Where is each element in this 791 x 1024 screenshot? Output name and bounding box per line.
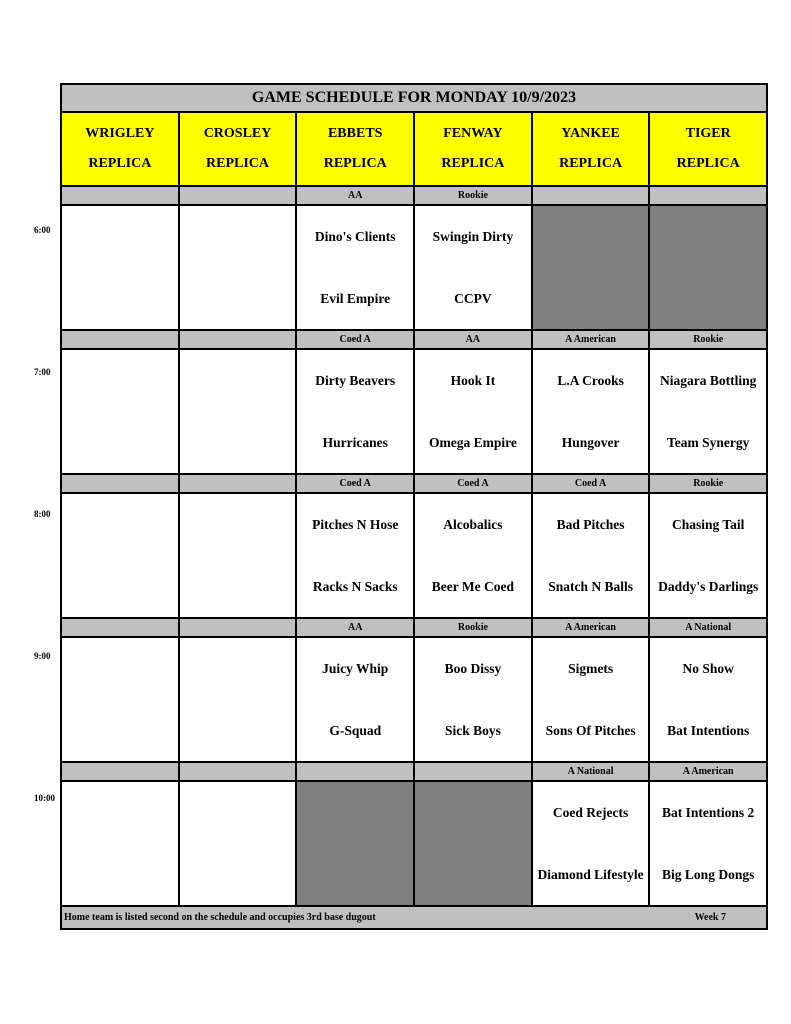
field-header-ebbets (297, 113, 415, 185)
division-label-tiger: Rookie (650, 331, 766, 348)
division-label-yankee: Coed A (533, 475, 651, 492)
away-team (180, 494, 296, 556)
game-cell-yankee (533, 494, 651, 617)
home-team: CCPV (454, 290, 492, 306)
home-team: Daddy's Darlings (658, 578, 759, 594)
away-team: Coed Rejects (552, 805, 629, 821)
division-label-fenway: AA (415, 331, 533, 348)
division-label-wrigley (62, 619, 180, 636)
division-label-wrigley (62, 475, 180, 492)
home-team (650, 268, 766, 330)
home-team: Omega Empire (428, 434, 517, 450)
home-team: Beer Me Coed (431, 578, 515, 594)
division-band (62, 187, 766, 206)
away-team: Juicy Whip (322, 661, 389, 677)
home-team (533, 268, 649, 330)
field-sub: REPLICA (88, 156, 152, 171)
field-header-crosley (180, 113, 298, 185)
game-cell-ebbets (297, 494, 415, 617)
home-team: Big Long Dongs (662, 866, 755, 882)
schedule-title: GAME SCHEDULE FOR MONDAY 10/9/2023 (62, 85, 766, 113)
home-team: Snatch N Balls (548, 578, 633, 594)
game-cell-crosley (180, 494, 298, 617)
time-label: 10:00 (34, 793, 55, 803)
away-team: No Show (682, 661, 734, 677)
time-label: 7:00 (34, 367, 51, 377)
division-label-crosley (180, 619, 298, 636)
home-team (180, 268, 296, 330)
game-cell-wrigley (62, 350, 180, 473)
away-team (62, 494, 178, 556)
field-sub: REPLICA (206, 156, 270, 171)
field-sub: REPLICA (559, 156, 623, 171)
home-team: Sons Of Pitches (545, 722, 636, 738)
division-label-crosley (180, 763, 298, 780)
away-team: Hook It (450, 373, 496, 389)
division-label-wrigley (62, 763, 180, 780)
away-team: Boo Dissy (444, 661, 502, 677)
game-cell-ebbets (297, 206, 415, 329)
division-label-fenway (415, 763, 533, 780)
division-band (62, 331, 766, 350)
game-cell-wrigley (62, 206, 180, 329)
schedule-body (62, 187, 766, 907)
away-team: Niagara Bottling (660, 373, 757, 389)
home-team (180, 412, 296, 474)
game-cell-wrigley (62, 494, 180, 617)
field-header-tiger (650, 113, 766, 185)
division-label-tiger (650, 187, 766, 204)
home-team (62, 556, 178, 618)
home-team (297, 844, 413, 906)
field-name: EBBETS (327, 126, 383, 141)
away-team (62, 638, 178, 700)
time-slot-row (62, 350, 766, 475)
division-label-wrigley (62, 187, 180, 204)
home-team: Sick Boys (444, 722, 501, 738)
game-cell-yankee (533, 350, 651, 473)
field-name: FENWAY (443, 126, 503, 141)
home-team (62, 844, 178, 906)
game-cell-fenway (415, 350, 533, 473)
game-cell-tiger (650, 638, 766, 761)
division-label-fenway: Coed A (415, 475, 533, 492)
division-label-ebbets (297, 763, 415, 780)
division-label-crosley (180, 187, 298, 204)
field-name: YANKEE (561, 126, 620, 141)
away-team: Dirty Beavers (315, 373, 396, 389)
division-label-yankee (533, 187, 651, 204)
game-cell-ebbets (297, 350, 415, 473)
game-cell-crosley (180, 782, 298, 905)
home-team: Hurricanes (322, 434, 388, 450)
division-label-fenway: Rookie (415, 619, 533, 636)
field-sub: REPLICA (323, 156, 387, 171)
away-team (180, 782, 296, 844)
time-label: 9:00 (34, 651, 51, 661)
division-label-ebbets: AA (297, 187, 415, 204)
home-team (415, 844, 531, 906)
home-team (180, 700, 296, 762)
schedule-footer (62, 907, 766, 928)
time-label: 8:00 (34, 509, 51, 519)
away-team (62, 206, 178, 268)
field-header-row (62, 113, 766, 187)
game-cell-tiger (650, 350, 766, 473)
division-label-yankee: A American (533, 619, 651, 636)
away-team: Bad Pitches (556, 517, 625, 533)
home-team (180, 844, 296, 906)
game-cell-yankee (533, 782, 651, 905)
time-slot-row (62, 494, 766, 619)
home-team: Evil Empire (320, 290, 391, 306)
division-label-tiger: A National (650, 619, 766, 636)
field-header-fenway (415, 113, 533, 185)
field-header-yankee (533, 113, 651, 185)
division-label-crosley (180, 475, 298, 492)
away-team (62, 350, 178, 412)
away-team (180, 350, 296, 412)
away-team: Sigmets (568, 661, 614, 677)
division-label-fenway: Rookie (415, 187, 533, 204)
unavailable-cell (533, 206, 651, 329)
away-team: Chasing Tail (671, 517, 745, 533)
game-cell-tiger (650, 782, 766, 905)
division-label-ebbets: AA (297, 619, 415, 636)
game-cell-ebbets (297, 638, 415, 761)
time-label: 6:00 (34, 225, 51, 235)
away-team (180, 206, 296, 268)
home-team: Team Synergy (666, 434, 750, 450)
division-label-yankee: A National (533, 763, 651, 780)
footer-note: Home team is listed second on the schedule and occupies 3rd base dugout (64, 912, 376, 923)
field-name: WRIGLEY (85, 126, 155, 141)
game-cell-fenway (415, 638, 533, 761)
game-cell-wrigley (62, 638, 180, 761)
field-name: TIGER (685, 126, 731, 141)
game-cell-fenway (415, 206, 533, 329)
home-team: Diamond Lifestyle (537, 866, 644, 882)
away-team (415, 782, 531, 844)
field-sub: REPLICA (676, 156, 740, 171)
away-team (533, 206, 649, 268)
away-team: Bat Intentions 2 (662, 805, 755, 821)
away-team: Pitches N Hose (312, 517, 399, 533)
field-name: CROSLEY (203, 126, 272, 141)
time-slot-row (62, 206, 766, 331)
home-team (180, 556, 296, 618)
division-label-crosley (180, 331, 298, 348)
away-team (180, 638, 296, 700)
home-team (62, 268, 178, 330)
unavailable-cell (297, 782, 415, 905)
schedule-sheet (60, 83, 768, 930)
away-team (297, 782, 413, 844)
game-cell-yankee (533, 638, 651, 761)
game-cell-crosley (180, 638, 298, 761)
division-label-ebbets: Coed A (297, 475, 415, 492)
away-team (62, 782, 178, 844)
away-team: Swingin Dirty (432, 229, 514, 245)
game-cell-wrigley (62, 782, 180, 905)
division-label-ebbets: Coed A (297, 331, 415, 348)
division-label-tiger: Rookie (650, 475, 766, 492)
unavailable-cell (650, 206, 766, 329)
home-team (62, 700, 178, 762)
division-label-tiger: A American (650, 763, 766, 780)
division-band (62, 763, 766, 782)
time-slot-row (62, 782, 766, 907)
home-team: Hungover (561, 434, 620, 450)
away-team: Dino's Clients (314, 229, 396, 245)
game-cell-crosley (180, 350, 298, 473)
division-band (62, 619, 766, 638)
away-team: Alcobalics (443, 517, 503, 533)
home-team (62, 412, 178, 474)
game-cell-fenway (415, 494, 533, 617)
home-team: G-Squad (329, 722, 382, 738)
field-sub: REPLICA (441, 156, 505, 171)
away-team: L.A Crooks (557, 373, 624, 389)
division-label-yankee: A American (533, 331, 651, 348)
game-cell-tiger (650, 494, 766, 617)
home-team: Racks N Sacks (312, 578, 398, 594)
unavailable-cell (415, 782, 533, 905)
game-cell-crosley (180, 206, 298, 329)
division-band (62, 475, 766, 494)
away-team (650, 206, 766, 268)
home-team: Bat Intentions (667, 722, 750, 738)
field-header-wrigley (62, 113, 180, 185)
week-label: Week 7 (694, 912, 726, 923)
division-label-wrigley (62, 331, 180, 348)
time-slot-row (62, 638, 766, 763)
